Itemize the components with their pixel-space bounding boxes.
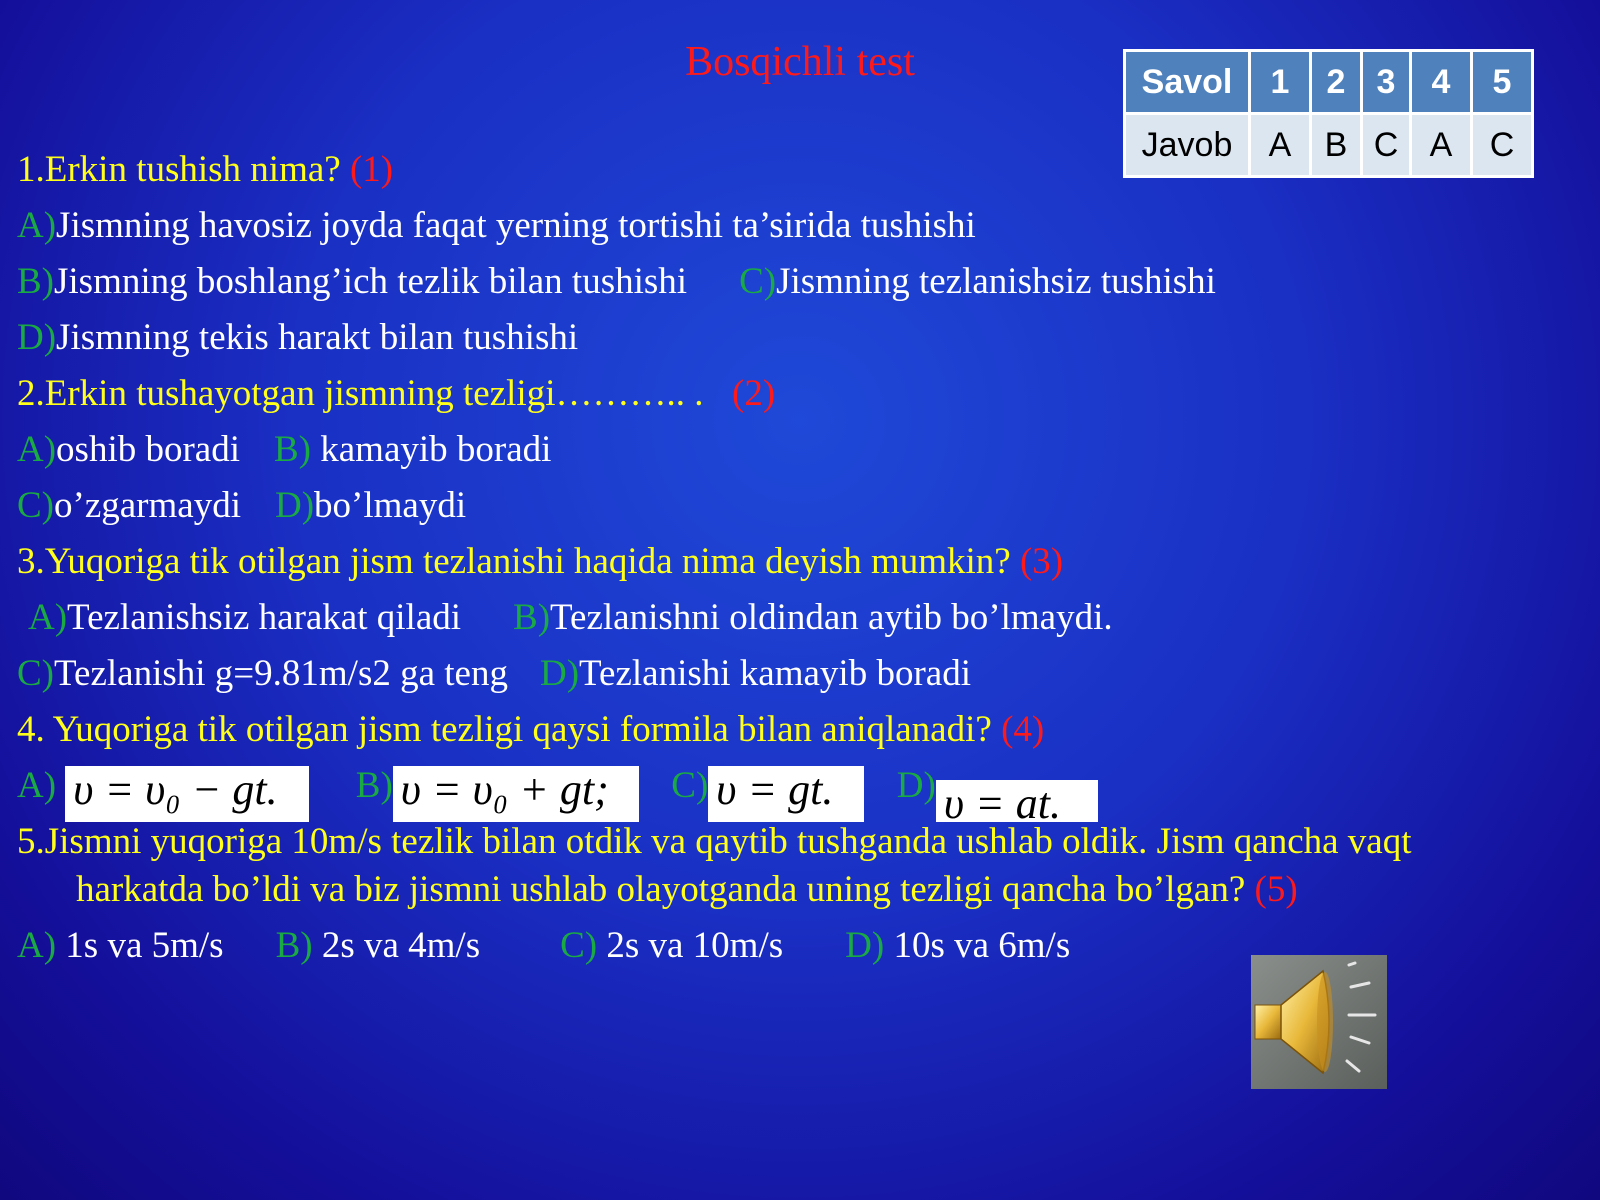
q5-options [17, 926, 1070, 967]
option-text: Tezlanishni oldindan aytib bo’lmaydi. [550, 597, 1113, 638]
table-cell: Javob [1125, 114, 1250, 177]
question-3 [17, 542, 1063, 583]
q2-options-cd [17, 486, 466, 527]
option-label: B) [513, 597, 551, 638]
q3-options-cd [17, 654, 971, 695]
q3-options-ab [28, 598, 1113, 639]
question-text: 1.Erkin tushish nima? [17, 149, 341, 190]
answer-table [1123, 49, 1534, 178]
option-label: A) [17, 925, 57, 966]
option-text: o’zgarmaydi [54, 485, 241, 526]
question-text: 5.Jismni yuqoriga 10m/s tezlik bilan otdik va qaytib tushganda ushlab oldik. Jism qancha vaqt [17, 821, 1412, 862]
q1-option-a [17, 206, 976, 247]
answer-table-header-row [1125, 51, 1533, 114]
formula-image: υ = υ₀ − gt. [65, 766, 309, 822]
option-label: D) [17, 317, 57, 358]
question-number: (4) [1001, 709, 1045, 750]
q2-options-ab [17, 430, 551, 471]
option-text: 1s va 5m/s [56, 925, 224, 966]
table-cell: 3 [1362, 51, 1411, 114]
speaker-icon-graphic [1251, 955, 1387, 1089]
option-label: B) [17, 261, 54, 302]
option-text: Tezlanishi g=9.81m/s2 ga teng [54, 653, 508, 694]
question-number: (1) [349, 149, 394, 190]
option-label: A) [28, 597, 68, 638]
speaker-icon[interactable] [1251, 955, 1387, 1089]
table-cell: 4 [1411, 51, 1472, 114]
q1-option-d [17, 318, 578, 359]
table-cell: C [1362, 114, 1411, 177]
question-4 [17, 710, 1044, 751]
question-1 [17, 150, 393, 191]
option-label: C) [560, 925, 598, 966]
table-cell: C [1472, 114, 1533, 177]
option-label: D) [274, 485, 315, 526]
table-cell: A [1411, 114, 1472, 177]
table-cell: A [1250, 114, 1311, 177]
question-2 [17, 374, 775, 415]
answer-table-answer-row [1125, 114, 1533, 177]
option-label: B) [274, 429, 311, 470]
option-text: 10s va 6m/s [884, 925, 1071, 966]
option-label: C) [671, 765, 709, 806]
option-label: A) [17, 765, 57, 806]
option-text: 2s va 4m/s [312, 925, 481, 966]
option-text: Jismning boshlang’ich tezlik bilan tushishi [54, 261, 688, 302]
option-text: Jismning tezlanishsiz tushishi [776, 261, 1216, 302]
table-cell: 5 [1472, 51, 1533, 114]
q1-options-bc [17, 262, 1216, 303]
option-text: Jismning tekis harakt bilan tushishi [56, 317, 579, 358]
question-number: (3) [1019, 541, 1064, 582]
option-label: B) [275, 925, 313, 966]
option-label: C) [739, 261, 777, 302]
question-number: (5) [1254, 869, 1298, 910]
question-text: harkatda bo’ldi va biz jismni ushlab olayotganda uning tezligi qancha bo’lgan? [76, 869, 1246, 910]
option-text: kamayib boradi [311, 429, 552, 470]
option-text: oshib boradi [56, 429, 240, 470]
option-label: C) [17, 485, 54, 526]
option-text: Tezlanishi kamayib boradi [579, 653, 971, 694]
question-5-line-1 [17, 822, 1412, 863]
slide-title: Bosqichli test [685, 39, 915, 85]
question-number: (2) [732, 373, 776, 414]
option-label: A) [17, 429, 57, 470]
option-label: D) [539, 653, 580, 694]
table-cell: 2 [1311, 51, 1362, 114]
option-text: Jismning havosiz joyda faqat yerning tortishi ta’sirida tushishi [56, 205, 976, 246]
question-5-line-2 [76, 870, 1298, 911]
option-label: B) [355, 765, 393, 806]
formula-image: υ = υ₀ + gt; [393, 766, 639, 822]
option-label: D) [845, 925, 885, 966]
option-text: Tezlanishsiz harakat qiladi [67, 597, 462, 638]
option-label: D) [896, 765, 936, 806]
table-cell: Savol [1125, 51, 1250, 114]
question-text: 3.Yuqoriga tik otilgan jism tezlanishi haqida nima deyish mumkin? [17, 541, 1011, 582]
q4-options [17, 765, 1098, 828]
question-text: 2.Erkin tushayotgan jismning tezligi……….. . [17, 373, 704, 414]
table-cell: B [1311, 114, 1362, 177]
formula-image: υ = at. [936, 780, 1098, 822]
question-text: 4. Yuqoriga tik otilgan jism tezligi qaysi formila bilan aniqlanadi? [17, 709, 992, 750]
option-text: 2s va 10m/s [597, 925, 784, 966]
option-label: C) [17, 653, 54, 694]
option-text: bo’lmaydi [314, 485, 467, 526]
option-label: A) [17, 205, 57, 246]
table-cell: 1 [1250, 51, 1311, 114]
formula-image: υ = gt. [708, 766, 864, 822]
